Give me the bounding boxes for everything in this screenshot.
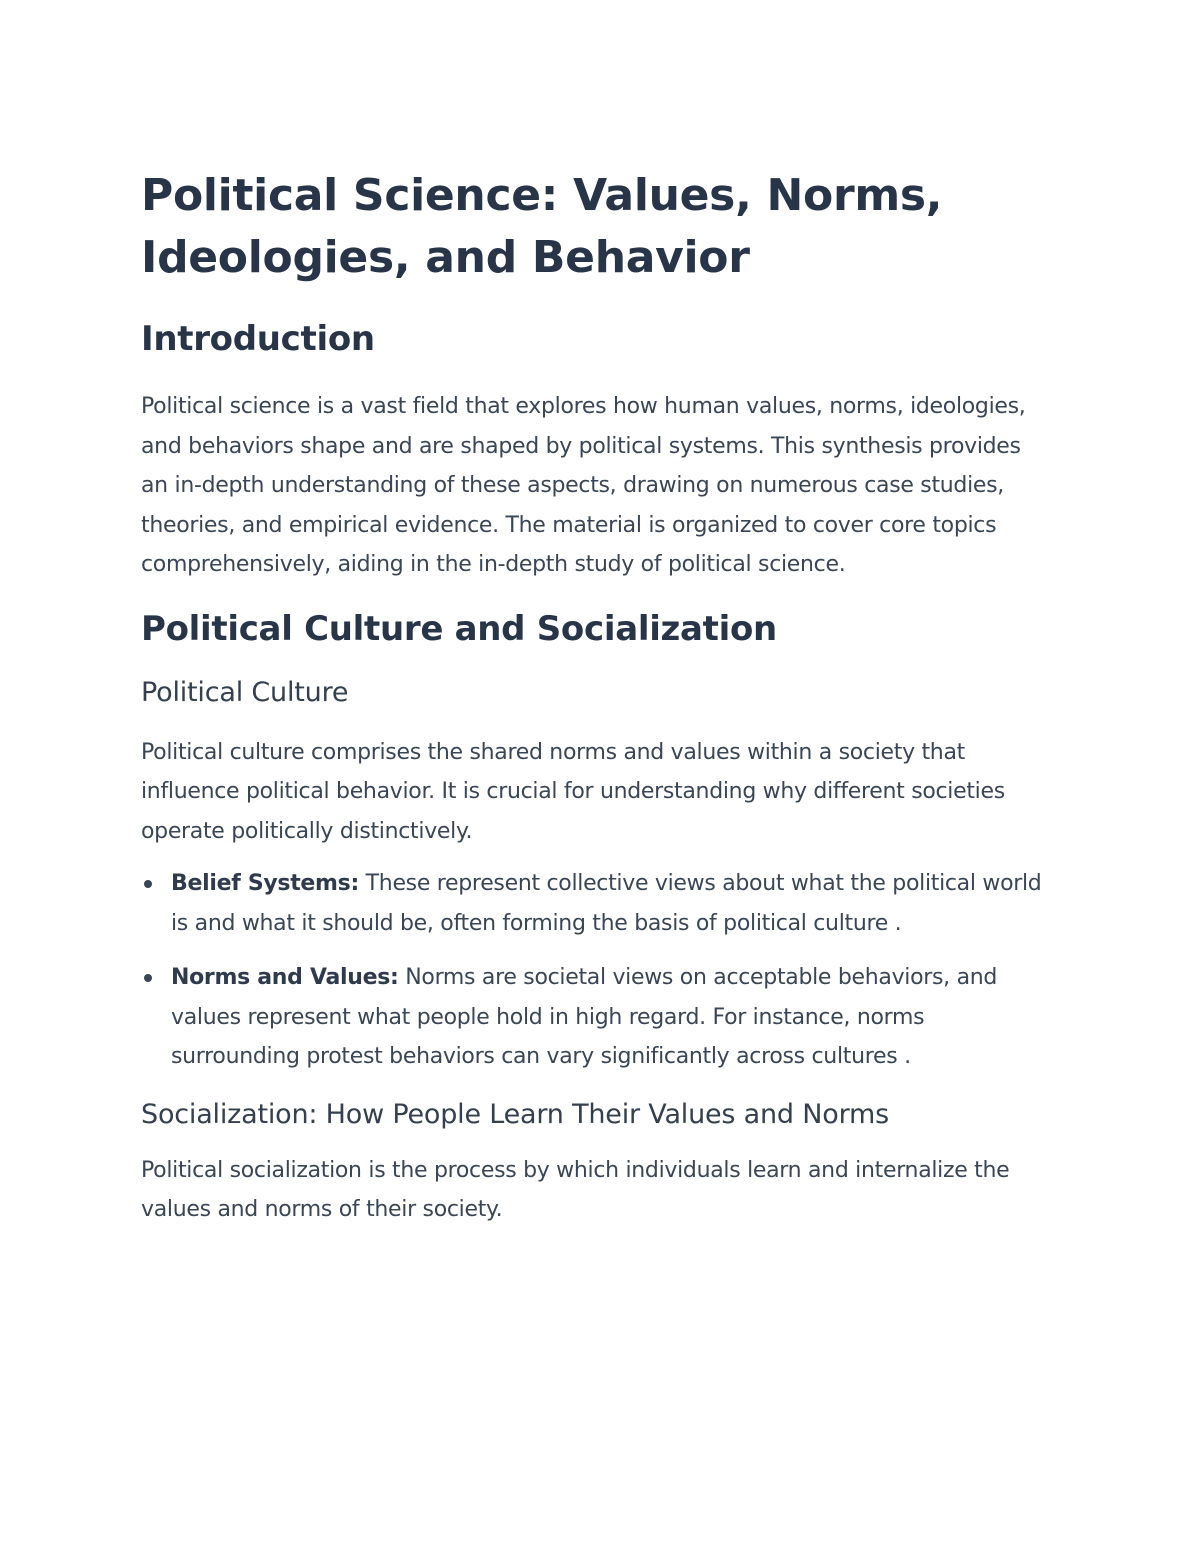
bullet-icon [144,880,152,888]
bullet-text: These represent collective views about what the political world is and what it should be, often forming the basis of political culture . [171,871,1042,936]
section-heading-political-culture-socialization: Political Culture and Socialization [141,608,777,649]
subheading-political-culture: Political Culture [141,676,349,708]
bullet-icon [144,974,152,982]
bullet-text: Norms are societal views on acceptable behaviors, and values represent what people hold in high regard. For instance, norms surrounding protest behaviors can vary significantly across cultures . [171,965,998,1069]
political-culture-bullet-list [141,864,1051,1077]
subheading-socialization: Socialization: How People Learn Their Values and Norms [141,1098,889,1130]
list-item [141,958,1051,1077]
bullet-term: Norms and Values: [171,965,399,990]
socialization-paragraph: Political socialization is the process by which individuals learn and internalize the values and norms of their society. [141,1157,1010,1222]
bullet-term: Belief Systems: [171,871,359,896]
section-heading-introduction: Introduction [141,319,375,359]
introduction-paragraph: Political science is a vast field that explores how human values, norms, ideologies, and behaviors shape and are shaped by political systems. This synthesis provides an in-depth understanding of these aspects, drawing on numerous case studies, theories, and empirical evidence. The material is organized to cover core topics comprehensively, aiding in the in-depth study of political science. [141,394,1026,577]
list-item [141,864,1051,943]
political-culture-paragraph: Political culture comprises the shared norms and values within a society that influence political behavior. It is crucial for understanding why different societies operate politically distinctively. [141,739,1005,844]
page-title: Political Science: Values, Norms, Ideologies, and Behavior [141,170,943,283]
document-page [141,165,1051,1230]
